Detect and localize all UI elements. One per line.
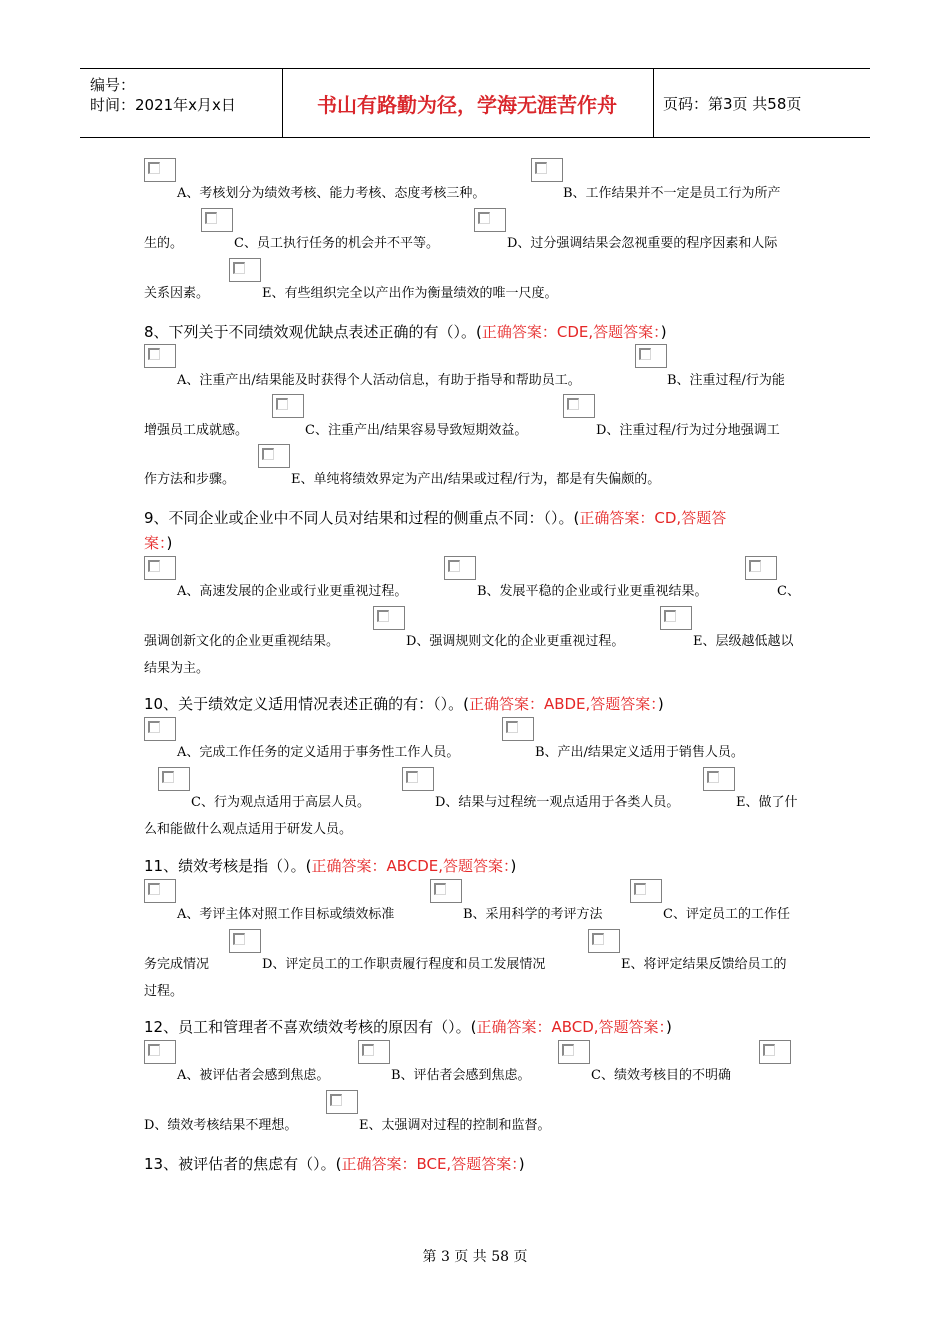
q11-option-a-text: A、考评主体对照工作目标或绩效标准 [177, 907, 395, 922]
q8-option-a-text: A、注重产出/结果能及时获得个人活动信息，有助于指导和帮助员工。 [177, 373, 581, 388]
header-number: 编号： [90, 76, 136, 94]
option-d-text: D、过分强调结果会忽视重要的程序因素和人际 [507, 236, 778, 251]
option-d-text-cont: 关系因素。 [144, 286, 210, 301]
q9-option-c-text: C、 [777, 584, 800, 599]
q8-option-b-checkbox[interactable] [635, 344, 667, 368]
q12-option-e-text: E、太强调对过程的控制和监督。 [359, 1118, 551, 1133]
q11-option-e-text-cont: 过程。 [144, 984, 184, 999]
q11-option-e-checkbox[interactable] [588, 929, 620, 953]
q10-option-b-checkbox[interactable] [502, 717, 534, 741]
option-e-checkbox[interactable] [229, 258, 261, 282]
q8-option-d-checkbox[interactable] [563, 394, 595, 418]
q8-option-c-text: C、注重产出/结果容易导致短期效益。 [305, 423, 528, 438]
q10-option-a-checkbox[interactable] [144, 717, 176, 741]
header-info [90, 75, 236, 115]
q11-option-b-text: B、采用科学的考评方法 [463, 907, 603, 922]
q9-option-b-text: B、发展平稳的企业或行业更重视结果。 [477, 584, 708, 599]
page-header [80, 68, 870, 138]
option-b-checkbox[interactable] [531, 158, 563, 182]
q11-option-e-text: E、将评定结果反馈给员工的 [621, 957, 787, 972]
q8-option-d-text-cont: 作方法和步骤。 [144, 472, 236, 487]
q12-option-b-checkbox[interactable] [358, 1040, 390, 1064]
q12-option-a-checkbox[interactable] [144, 1040, 176, 1064]
header-divider [653, 69, 654, 137]
q11-option-b-checkbox[interactable] [430, 879, 462, 903]
q9-option-d-checkbox[interactable] [373, 606, 405, 630]
q11-option-d-text: D、评定员工的工作职责履行程度和员工发展情况 [262, 957, 546, 972]
option-a-text: A、考核划分为绩效考核、能力考核、态度考核三种。 [177, 186, 486, 201]
q9-option-e-checkbox[interactable] [660, 606, 692, 630]
q12-option-c-checkbox[interactable] [558, 1040, 590, 1064]
question-11: 11、绩效考核是指（）。(正确答案：ABCDE,答题答案：) [144, 857, 517, 875]
q10-option-e-checkbox[interactable] [703, 767, 735, 791]
option-b-text: B、工作结果并不一定是员工行为所产 [563, 186, 781, 201]
q8-option-a-checkbox[interactable] [144, 344, 176, 368]
q10-option-e-text: E、做了什 [736, 795, 798, 810]
question-9-cont: 案：) [144, 534, 173, 552]
q11-option-a-checkbox[interactable] [144, 879, 176, 903]
q10-option-c-checkbox[interactable] [158, 767, 190, 791]
question-8: 8、下列关于不同绩效观优缺点表述正确的有（）。(正确答案：CDE,答题答案：) [144, 323, 667, 341]
option-a-checkbox[interactable] [144, 158, 176, 182]
page-footer: 第 3 页 共 58 页 [422, 1249, 528, 1265]
q9-option-e-text: E、层级越低越以 [693, 634, 794, 649]
option-d-checkbox[interactable] [474, 208, 506, 232]
q11-option-d-checkbox[interactable] [229, 929, 261, 953]
q8-option-b-text: B、注重过程/行为能 [667, 373, 785, 388]
q9-option-b-checkbox[interactable] [444, 556, 476, 580]
q10-option-b-text: B、产出/结果定义适用于销售人员。 [535, 745, 744, 760]
q11-option-c-text-cont: 务完成情况 [144, 957, 210, 972]
header-motto: 书山有路勤为径，学海无涯苦作舟 [317, 93, 617, 117]
option-c-checkbox[interactable] [201, 208, 233, 232]
q8-option-c-checkbox[interactable] [272, 394, 304, 418]
q12-option-b-text: B、评估者会感到焦虑。 [391, 1068, 531, 1083]
q8-option-b-text-cont: 增强员工成就感。 [144, 423, 249, 438]
q11-option-c-text: C、评定员工的工作任 [663, 907, 790, 922]
q12-option-c-text: C、绩效考核目的不明确 [591, 1068, 731, 1083]
q10-option-d-checkbox[interactable] [402, 767, 434, 791]
q12-option-a-text: A、被评估者会感到焦虑。 [177, 1068, 330, 1083]
option-b-text-cont: 生的。 [144, 236, 184, 251]
q9-option-a-text: A、高速发展的企业或行业更重视过程。 [177, 584, 408, 599]
q8-option-d-text: D、注重过程/行为过分地强调工 [596, 423, 780, 438]
q12-option-d-text: D、绩效考核结果不理想。 [144, 1118, 298, 1133]
q9-option-c-text-cont: 强调创新文化的企业更重视结果。 [144, 634, 340, 649]
header-date: 时间：2021年x月x日 [90, 96, 236, 114]
q9-option-d-text: D、强调规则文化的企业更重视过程。 [406, 634, 625, 649]
q8-option-e-checkbox[interactable] [258, 444, 290, 468]
q10-option-e-text-cont: 么和能做什么观点适用于研发人员。 [144, 822, 353, 837]
q8-option-e-text: E、单纯将绩效界定为产出/结果或过程/行为，都是有失偏颇的。 [291, 472, 661, 487]
q9-option-c-checkbox[interactable] [745, 556, 777, 580]
q10-option-a-text: A、完成工作任务的定义适用于事务性工作人员。 [177, 745, 460, 760]
q9-option-a-checkbox[interactable] [144, 556, 176, 580]
q11-option-c-checkbox[interactable] [630, 879, 662, 903]
q9-option-e-text-cont: 结果为主。 [144, 661, 210, 676]
question-13: 13、被评估者的焦虑有（）。(正确答案：BCE,答题答案：) [144, 1155, 525, 1173]
question-12: 12、员工和管理者不喜欢绩效考核的原因有（）。(正确答案：ABCD,答题答案：) [144, 1018, 672, 1036]
header-page: 页码：第3页 共58页 [663, 95, 802, 113]
q10-option-d-text: D、结果与过程统一观点适用于各类人员。 [435, 795, 680, 810]
q12-option-d-checkbox[interactable] [759, 1040, 791, 1064]
question-10: 10、关于绩效定义适用情况表述正确的有：（）。(正确答案：ABDE,答题答案：) [144, 695, 664, 713]
q10-option-c-text: C、行为观点适用于高层人员。 [191, 795, 370, 810]
q12-option-e-checkbox[interactable] [326, 1090, 358, 1114]
question-9: 9、不同企业或企业中不同人员对结果和过程的侧重点不同：（）。(正确答案：CD,答题答 [144, 509, 727, 527]
option-c-text: C、员工执行任务的机会并不平等。 [234, 236, 439, 251]
option-e-text: E、有些组织完全以产出作为衡量绩效的唯一尺度。 [262, 286, 558, 301]
